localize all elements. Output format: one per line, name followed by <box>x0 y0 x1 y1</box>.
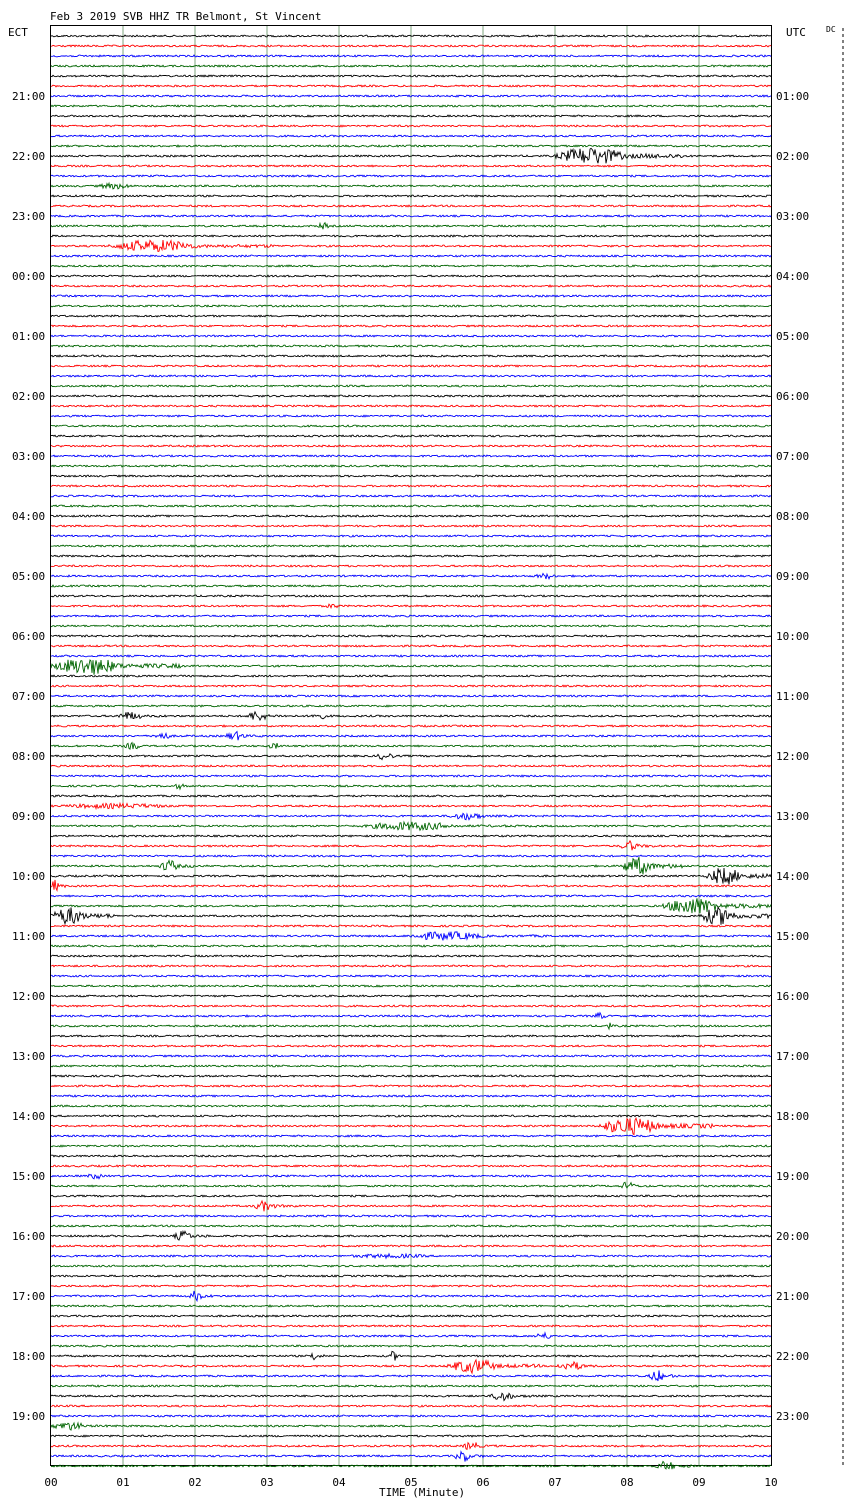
x-tick-label: 02 <box>188 1476 202 1489</box>
ect-hour-labels <box>12 90 45 1423</box>
ect-hour-label: 15:00 <box>12 1170 46 1183</box>
right-axis-label: UTC <box>786 26 806 39</box>
x-tick-label: 08 <box>620 1476 634 1489</box>
ect-hour-label: 23:00 <box>12 210 46 223</box>
utc-hour-label: 05:00 <box>776 330 810 343</box>
ect-hour-label: 06:00 <box>12 630 46 643</box>
x-tick-label: 05 <box>404 1476 418 1489</box>
ect-hour-label: 01:00 <box>12 330 46 343</box>
utc-hour-label: 17:00 <box>776 1050 810 1063</box>
utc-hour-label: 21:00 <box>776 1290 810 1303</box>
ect-hour-label: 21:00 <box>12 90 46 103</box>
x-tick-label: 09 <box>692 1476 706 1489</box>
utc-hour-label: 03:00 <box>776 210 810 223</box>
utc-hour-label: 08:00 <box>776 510 810 523</box>
ect-hour-label: 17:00 <box>12 1290 46 1303</box>
chart-title: Feb 3 2019 SVB HHZ TR Belmont, St Vincent <box>50 10 322 23</box>
utc-hour-label: 22:00 <box>776 1350 810 1363</box>
utc-hour-label: 09:00 <box>776 570 810 583</box>
x-tick-label: 07 <box>548 1476 562 1489</box>
utc-hour-label: 12:00 <box>776 750 810 763</box>
ect-hour-label: 09:00 <box>12 810 46 823</box>
utc-hour-label: 13:00 <box>776 810 810 823</box>
ect-hour-label: 11:00 <box>12 930 46 943</box>
utc-hour-label: 20:00 <box>776 1230 810 1243</box>
x-tick-label: 03 <box>260 1476 274 1489</box>
utc-hour-label: 23:00 <box>776 1410 810 1423</box>
ect-hour-label: 22:00 <box>12 150 46 163</box>
utc-hour-label: 06:00 <box>776 390 810 403</box>
x-tick-label: 01 <box>116 1476 130 1489</box>
x-tick-label: 10 <box>764 1476 778 1489</box>
utc-hour-label: 07:00 <box>776 450 810 463</box>
utc-hour-labels <box>776 90 809 1423</box>
ect-hour-label: 19:00 <box>12 1410 46 1423</box>
x-axis-title: TIME (Minute) <box>379 1486 466 1499</box>
x-tick-label: 00 <box>44 1476 58 1489</box>
ect-hour-label: 18:00 <box>12 1350 46 1363</box>
utc-hour-label: 19:00 <box>776 1170 810 1183</box>
utc-hour-label: 14:00 <box>776 870 810 883</box>
utc-hour-label: 11:00 <box>776 690 810 703</box>
ect-hour-label: 07:00 <box>12 690 46 703</box>
ect-hour-label: 04:00 <box>12 510 46 523</box>
utc-hour-label: 15:00 <box>776 930 810 943</box>
utc-hour-label: 01:00 <box>776 90 810 103</box>
utc-hour-label: 04:00 <box>776 270 810 283</box>
dc-corner-label: DC <box>826 25 836 34</box>
ect-hour-label: 02:00 <box>12 390 46 403</box>
ect-hour-label: 14:00 <box>12 1110 46 1123</box>
x-tick-label: 06 <box>476 1476 490 1489</box>
ect-hour-label: 00:00 <box>12 270 46 283</box>
ect-hour-label: 05:00 <box>12 570 46 583</box>
ect-hour-label: 10:00 <box>12 870 46 883</box>
left-axis-label: ECT <box>8 26 28 39</box>
utc-hour-label: 18:00 <box>776 1110 810 1123</box>
utc-hour-label: 10:00 <box>776 630 810 643</box>
ect-hour-label: 03:00 <box>12 450 46 463</box>
utc-hour-label: 02:00 <box>776 150 810 163</box>
ect-hour-label: 16:00 <box>12 1230 46 1243</box>
ect-hour-label: 12:00 <box>12 990 46 1003</box>
ect-hour-label: 08:00 <box>12 750 46 763</box>
minute-gridlines <box>123 26 699 1465</box>
x-tick-labels <box>44 1476 777 1489</box>
x-tick-label: 04 <box>332 1476 346 1489</box>
ect-hour-label: 13:00 <box>12 1050 46 1063</box>
utc-hour-label: 16:00 <box>776 990 810 1003</box>
